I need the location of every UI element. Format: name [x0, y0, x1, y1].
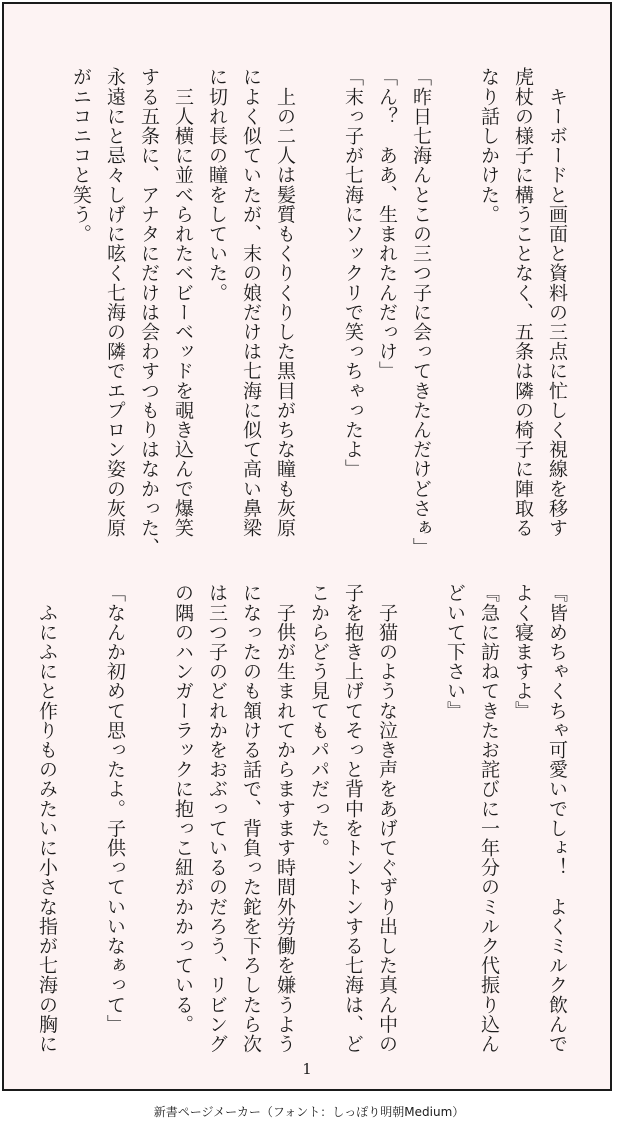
- text-line: がニコニコと笑う。: [70, 67, 92, 244]
- text-line: は三つ子のどれかをおぶっているのだろう、リビング: [206, 583, 228, 1054]
- text-line: 三人横に並べられたベビーベッドを覗き込んで爆笑: [172, 67, 194, 538]
- text-line: 上の二人は髪質もくりくりした黒目がちな瞳も灰原: [274, 67, 296, 538]
- text-line: になったのも頷ける話で、背負った鉈を下ろしたら次: [240, 583, 262, 1054]
- blank-line: [64, 583, 98, 1103]
- text-line: よく寝ますよ』: [512, 583, 534, 721]
- text-line: 子猫のような泣き声をあげてぐずり出した真ん中の: [376, 583, 398, 1054]
- text-line: に切れ長の瞳をしていた。: [206, 67, 228, 303]
- text-line: 『皆めちゃくちゃ可愛いでしょ！ よくミルク飲んで: [546, 583, 568, 1054]
- text-line: 「なんか初めて思ったよ。子供っていいなぁって」: [104, 583, 126, 1034]
- footer-credit: 新書ページメーカー（フォント：しっぽり明朝Medium）: [153, 1105, 465, 1119]
- text-line: どいて下さい』: [444, 583, 466, 721]
- text-line: 虎杖の様子に構うことなく、五条は隣の椅子に陣取る: [512, 67, 534, 538]
- text-line: によく似ていたが、末の娘だけは七海に似て高い鼻梁: [240, 67, 262, 538]
- text-line: 「末っ子が七海にソックリで笑っちゃったよ」: [342, 67, 364, 479]
- text-line: する五条に、アナタにだけは会わすつもりはなかった、: [138, 67, 160, 557]
- blank-line: [132, 583, 166, 1103]
- text-line: 子供が生まれてからますます時間外労働を嫌うよう: [274, 583, 296, 1054]
- page-number: 1: [302, 1060, 312, 1078]
- blank-line: [302, 67, 336, 587]
- text-line: 「ん？ ああ、生まれたんだっけ」: [376, 67, 398, 381]
- text-line: こからどう見てもパパだった。: [308, 583, 330, 858]
- text-line: なり話しかけた。: [478, 67, 500, 224]
- text-line: 『急に訪ねてきたお詫びに一年分のミルク代振り込ん: [478, 583, 500, 1054]
- blank-line: [404, 583, 438, 1103]
- text-line: 永遠にと忌々しげに呟く七海の隣でエプロン姿の灰原: [104, 67, 126, 538]
- text-line: キーボードと画面と資料の三点に忙しく視線を移す: [546, 67, 568, 538]
- text-line: 「昨日七海んとこの三つ子に会ってきたんだけどさぁ」: [410, 67, 432, 557]
- manuscript-page: [2, 2, 612, 1091]
- lower-text-tier: [30, 583, 574, 1103]
- blank-line: [438, 67, 472, 587]
- text-line: ふにふにと作りものみたいに小さな指が七海の胸に: [36, 583, 58, 1054]
- upper-text-tier: [64, 67, 574, 587]
- text-line: 子を抱き上げてそっと背中をトントンする七海は、ど: [342, 583, 364, 1054]
- text-line: の隅のハンガーラックに抱っこ紐がかかっている。: [172, 583, 194, 1034]
